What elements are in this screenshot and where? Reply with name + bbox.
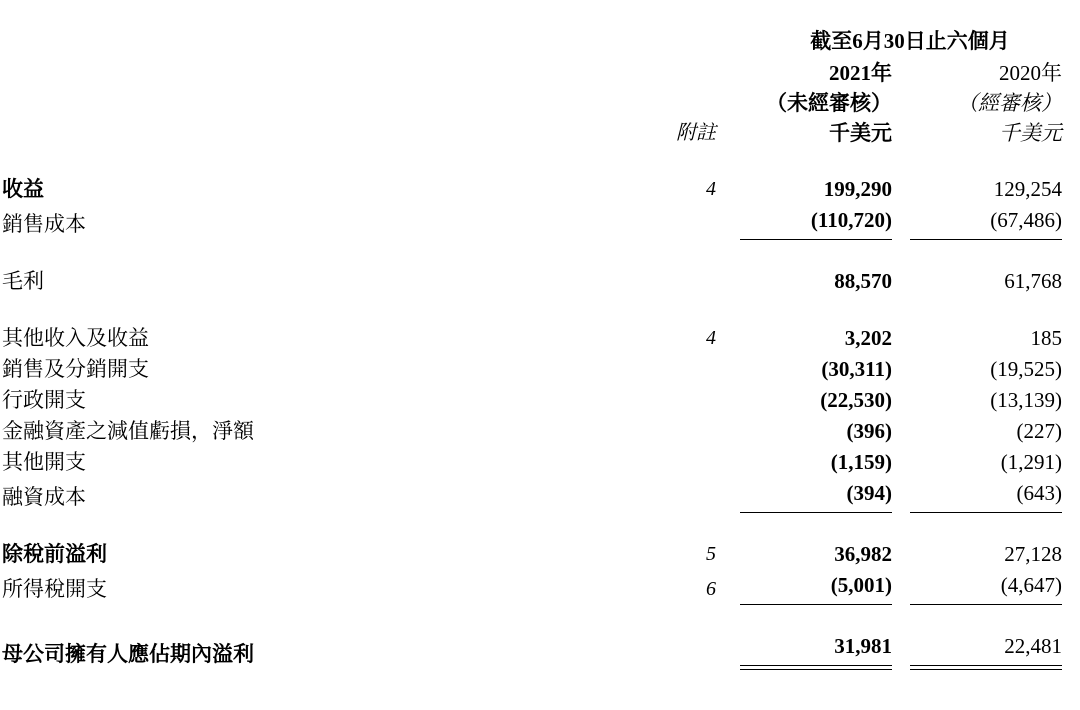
header-period-row	[0, 26, 1080, 58]
row-value-2021: 88,570	[834, 269, 892, 293]
row-note	[660, 447, 740, 478]
row-value-2020: (67,486)	[910, 205, 1080, 240]
row-note: 6	[706, 578, 716, 600]
row-value-2021: (30,311)	[821, 357, 892, 381]
table-row	[0, 478, 1080, 513]
column-audit-2021: （未經審核）	[766, 91, 892, 115]
row-label: 除稅前溢利	[2, 542, 107, 566]
row-value-2021: 3,202	[844, 326, 892, 350]
row-label: 行政開支	[2, 388, 86, 412]
row-value-2021: 36,982	[834, 542, 892, 566]
table-row	[0, 539, 1080, 570]
row-value-2020: 27,128	[1004, 542, 1062, 566]
row-value-2021: 199,290	[823, 177, 892, 201]
header-year-row	[0, 58, 1080, 88]
table-row	[0, 447, 1080, 478]
row-spacer	[0, 605, 1080, 631]
row-value-2020: (19,525)	[990, 357, 1062, 381]
row-label: 金融資產之減值虧損，淨額	[2, 419, 254, 443]
row-label: 銷售及分銷開支	[2, 357, 149, 381]
row-value-2020: 22,481	[910, 631, 1080, 670]
top-spacer	[0, 0, 1080, 26]
column-audit-2020: （經審核）	[957, 91, 1062, 115]
table-row	[0, 416, 1080, 447]
row-value-2020: (1,291)	[1000, 450, 1062, 474]
row-value-2021: 31,981	[740, 631, 910, 670]
row-value-2020: (4,647)	[910, 570, 1080, 605]
column-year-2021: 2021年	[829, 61, 892, 85]
row-value-2021: (394)	[740, 478, 910, 513]
row-note	[660, 631, 740, 670]
column-unit-2021: 千美元	[829, 121, 892, 145]
row-note	[660, 354, 740, 385]
row-label: 其他收入及收益	[2, 326, 149, 350]
table-row	[0, 174, 1080, 205]
column-year-2020: 2020年	[999, 61, 1062, 85]
row-note	[660, 416, 740, 447]
table-row	[0, 631, 1080, 670]
row-value-2021: (5,001)	[740, 570, 910, 605]
row-label: 其他開支	[2, 450, 86, 474]
row-note: 4	[706, 327, 716, 349]
row-value-2021: (22,530)	[820, 388, 892, 412]
row-label: 毛利	[2, 269, 44, 293]
row-note	[660, 266, 740, 297]
row-label: 銷售成本	[2, 212, 86, 236]
row-value-2020: (643)	[910, 478, 1080, 513]
note-column-header: 附註	[676, 122, 716, 144]
row-value-2021: (110,720)	[740, 205, 910, 240]
row-value-2020: (227)	[1016, 419, 1062, 443]
row-value-2020: 185	[1030, 326, 1062, 350]
row-note	[660, 385, 740, 416]
row-value-2020: 129,254	[993, 177, 1062, 201]
row-spacer	[0, 513, 1080, 539]
table-row	[0, 205, 1080, 240]
table-row	[0, 323, 1080, 354]
row-note: 4	[706, 178, 716, 200]
row-value-2021: (1,159)	[830, 450, 892, 474]
row-note	[660, 478, 740, 513]
row-spacer	[0, 297, 1080, 323]
header-unit-row	[0, 118, 1080, 148]
table-row	[0, 385, 1080, 416]
row-note: 5	[706, 543, 716, 565]
row-note	[660, 205, 740, 240]
table-row	[0, 266, 1080, 297]
row-label: 所得稅開支	[2, 577, 107, 601]
row-value-2020: 61,768	[1004, 269, 1062, 293]
table-row	[0, 570, 1080, 605]
table-row	[0, 354, 1080, 385]
row-label: 融資成本	[2, 485, 86, 509]
row-value-2021: (396)	[846, 419, 892, 443]
row-value-2020: (13,139)	[990, 388, 1062, 412]
column-unit-2020: 千美元	[999, 121, 1062, 145]
row-spacer	[0, 240, 1080, 266]
header-body-spacer	[0, 148, 1080, 174]
period-title: 截至6月30日止六個月	[810, 29, 1010, 53]
header-audit-row	[0, 88, 1080, 118]
row-label: 收益	[2, 177, 44, 201]
row-label: 母公司擁有人應佔期內溢利	[2, 642, 254, 666]
